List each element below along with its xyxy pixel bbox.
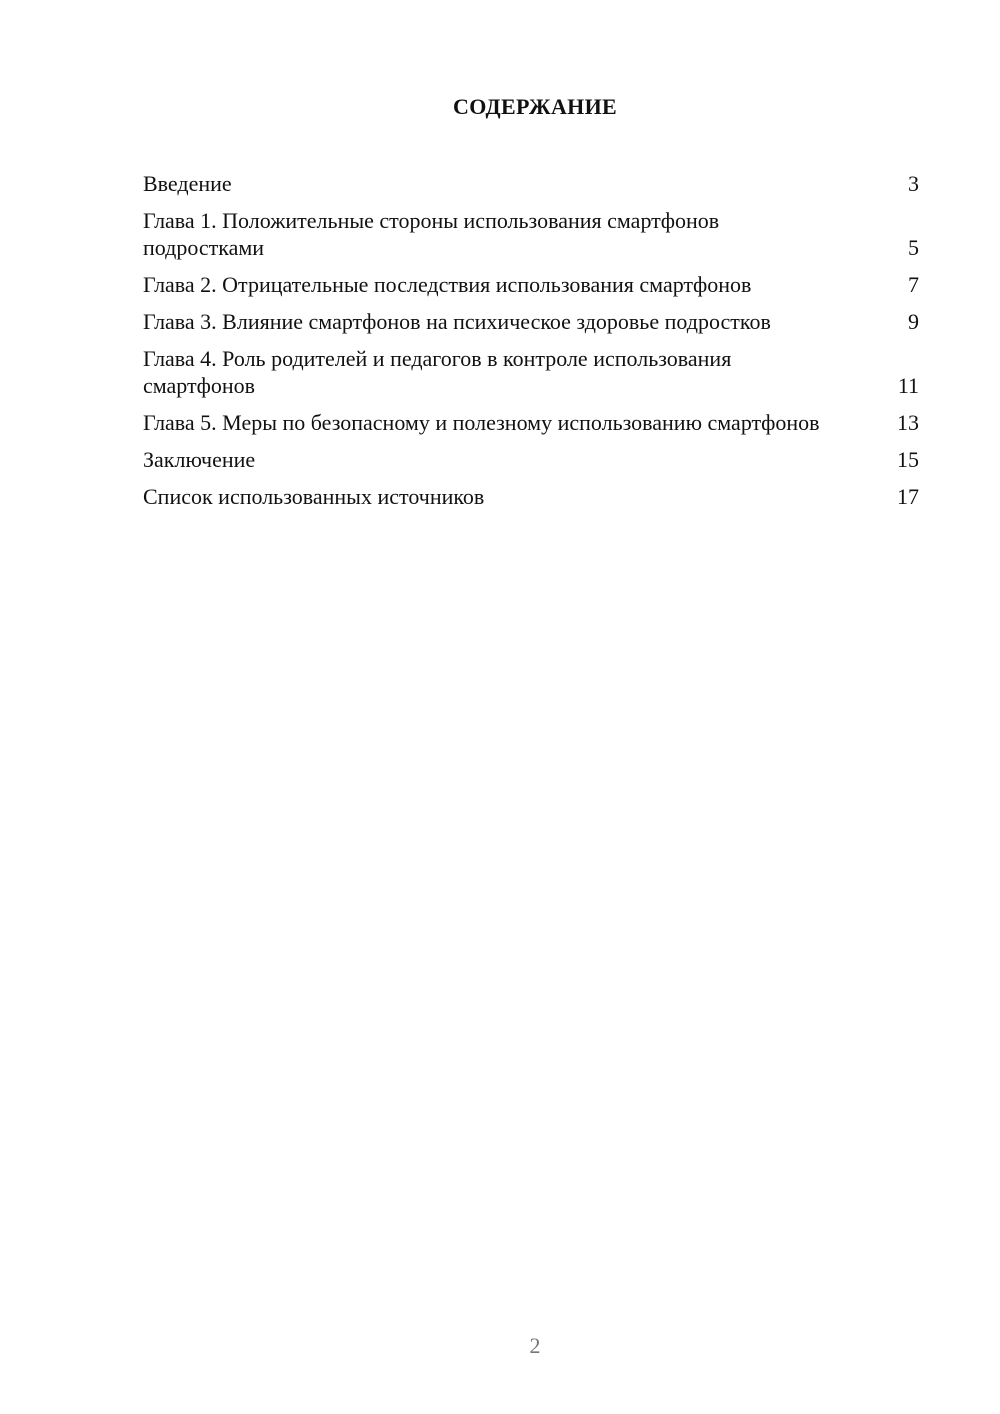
toc-entry-title: Глава 5. Меры по безопасному и полезному использованию смартфонов bbox=[143, 410, 820, 435]
toc-entry-page: 9 bbox=[908, 309, 919, 334]
toc-entry-title: Глава 2. Отрицательные последствия использования смартфонов bbox=[143, 272, 752, 297]
toc-entry-chapter-1[interactable] bbox=[143, 207, 919, 261]
toc-entry-page: 5 bbox=[908, 235, 919, 260]
toc-entry-page: 3 bbox=[908, 171, 919, 196]
toc-entry-title: Введение bbox=[143, 171, 232, 196]
toc-entry-conclusion[interactable] bbox=[143, 446, 919, 473]
toc-entry-title: Список использованных источников bbox=[143, 484, 485, 509]
toc-entry-chapter-2[interactable] bbox=[143, 271, 919, 298]
toc-entry-chapter-3[interactable] bbox=[143, 308, 919, 335]
page-title: СОДЕРЖАНИЕ bbox=[453, 94, 617, 119]
toc-entry-page: 13 bbox=[897, 410, 919, 435]
table-of-contents bbox=[143, 170, 919, 520]
toc-entry-chapter-4[interactable] bbox=[143, 345, 919, 399]
toc-entry-page: 7 bbox=[908, 272, 919, 297]
toc-entry-title: Глава 4. Роль родителей и педагогов в контроле использования смартфонов bbox=[143, 346, 732, 398]
toc-entry-introduction[interactable] bbox=[143, 170, 919, 197]
toc-entry-references[interactable] bbox=[143, 483, 919, 510]
toc-entry-page: 17 bbox=[897, 484, 919, 509]
toc-entry-page: 11 bbox=[897, 373, 919, 398]
page-number: 2 bbox=[529, 1333, 541, 1358]
toc-entry-page: 15 bbox=[897, 447, 919, 472]
toc-entry-title: Заключение bbox=[143, 447, 256, 472]
toc-entry-title: Глава 3. Влияние смартфонов на психическое здоровье подростков bbox=[143, 309, 771, 334]
toc-entry-title: Глава 1. Положительные стороны использования смартфонов подростками bbox=[143, 208, 720, 260]
toc-entry-chapter-5[interactable] bbox=[143, 409, 919, 436]
